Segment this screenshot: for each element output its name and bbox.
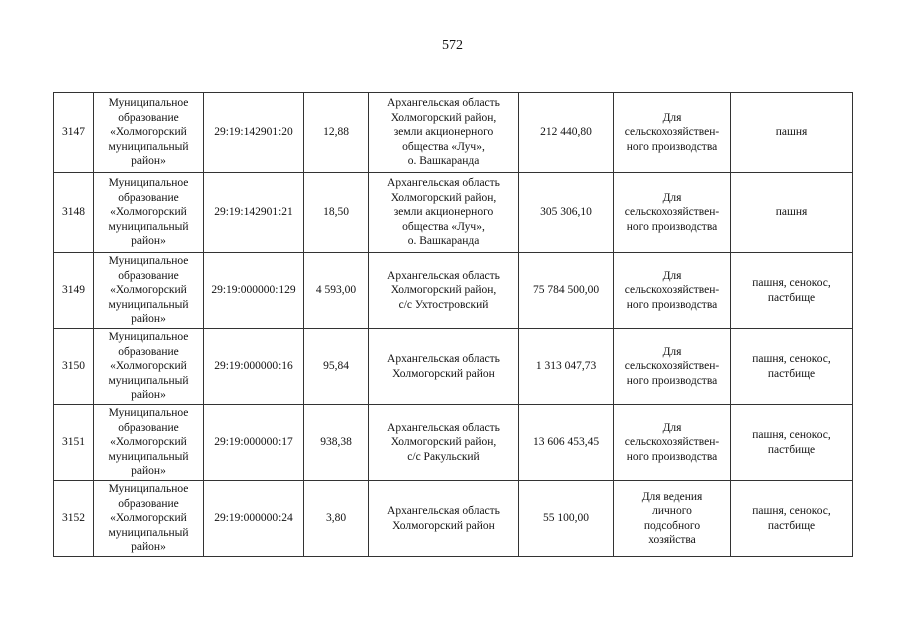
purpose-cell: Для сельскохозяйствен- ного производства [614, 253, 731, 329]
cadastral-number-cell: 29:19:000000:129 [204, 253, 304, 329]
location-cell: Архангельская область Холмогорский район, с/с Ухтостровский [369, 253, 519, 329]
cadastral-number-cell: 29:19:000000:17 [204, 405, 304, 481]
area-cell: 18,50 [304, 173, 369, 253]
owner-cell: Муниципальное образование «Холмогорский муниципальный район» [94, 329, 204, 405]
land-type-cell: пашня, сенокос, пастбище [731, 481, 853, 557]
value-cell: 75 784 500,00 [519, 253, 614, 329]
owner-cell: Муниципальное образование «Холмогорский муниципальный район» [94, 253, 204, 329]
table-row [54, 93, 853, 173]
row-number: 3151 [54, 405, 94, 481]
land-type-cell: пашня [731, 173, 853, 253]
value-cell: 55 100,00 [519, 481, 614, 557]
table-row [54, 481, 853, 557]
land-type-cell: пашня, сенокос, пастбище [731, 253, 853, 329]
purpose-cell: Для сельскохозяйствен- ного производства [614, 329, 731, 405]
location-cell: Архангельская область Холмогорский район, земли акционерного общества «Луч», о. Вашкаранда [369, 173, 519, 253]
page-number: 572 [442, 38, 463, 53]
row-number: 3147 [54, 93, 94, 173]
location-cell: Архангельская область Холмогорский район [369, 481, 519, 557]
area-cell: 4 593,00 [304, 253, 369, 329]
cadastral-number-cell: 29:19:000000:24 [204, 481, 304, 557]
row-number: 3152 [54, 481, 94, 557]
value-cell: 1 313 047,73 [519, 329, 614, 405]
row-number: 3149 [54, 253, 94, 329]
location-cell: Архангельская область Холмогорский район [369, 329, 519, 405]
table-row [54, 329, 853, 405]
row-number: 3150 [54, 329, 94, 405]
table-row [54, 173, 853, 253]
land-type-cell: пашня [731, 93, 853, 173]
table-row [54, 405, 853, 481]
owner-cell: Муниципальное образование «Холмогорский муниципальный район» [94, 93, 204, 173]
area-cell: 938,38 [304, 405, 369, 481]
land-registry-table [53, 92, 853, 557]
land-type-cell: пашня, сенокос, пастбище [731, 405, 853, 481]
land-type-cell: пашня, сенокос, пастбище [731, 329, 853, 405]
purpose-cell: Для сельскохозяйствен- ного производства [614, 173, 731, 253]
table-row [54, 253, 853, 329]
purpose-cell: Для ведения личного подсобного хозяйства [614, 481, 731, 557]
area-cell: 12,88 [304, 93, 369, 173]
value-cell: 13 606 453,45 [519, 405, 614, 481]
value-cell: 212 440,80 [519, 93, 614, 173]
owner-cell: Муниципальное образование «Холмогорский муниципальный район» [94, 405, 204, 481]
owner-cell: Муниципальное образование «Холмогорский муниципальный район» [94, 173, 204, 253]
row-number: 3148 [54, 173, 94, 253]
purpose-cell: Для сельскохозяйствен- ного производства [614, 405, 731, 481]
cadastral-number-cell: 29:19:142901:21 [204, 173, 304, 253]
owner-cell: Муниципальное образование «Холмогорский муниципальный район» [94, 481, 204, 557]
area-cell: 95,84 [304, 329, 369, 405]
value-cell: 305 306,10 [519, 173, 614, 253]
location-cell: Архангельская область Холмогорский район, земли акционерного общества «Луч», о. Вашкаранда [369, 93, 519, 173]
purpose-cell: Для сельскохозяйствен- ного производства [614, 93, 731, 173]
cadastral-number-cell: 29:19:000000:16 [204, 329, 304, 405]
location-cell: Архангельская область Холмогорский район, с/с Ракульский [369, 405, 519, 481]
cadastral-number-cell: 29:19:142901:20 [204, 93, 304, 173]
area-cell: 3,80 [304, 481, 369, 557]
